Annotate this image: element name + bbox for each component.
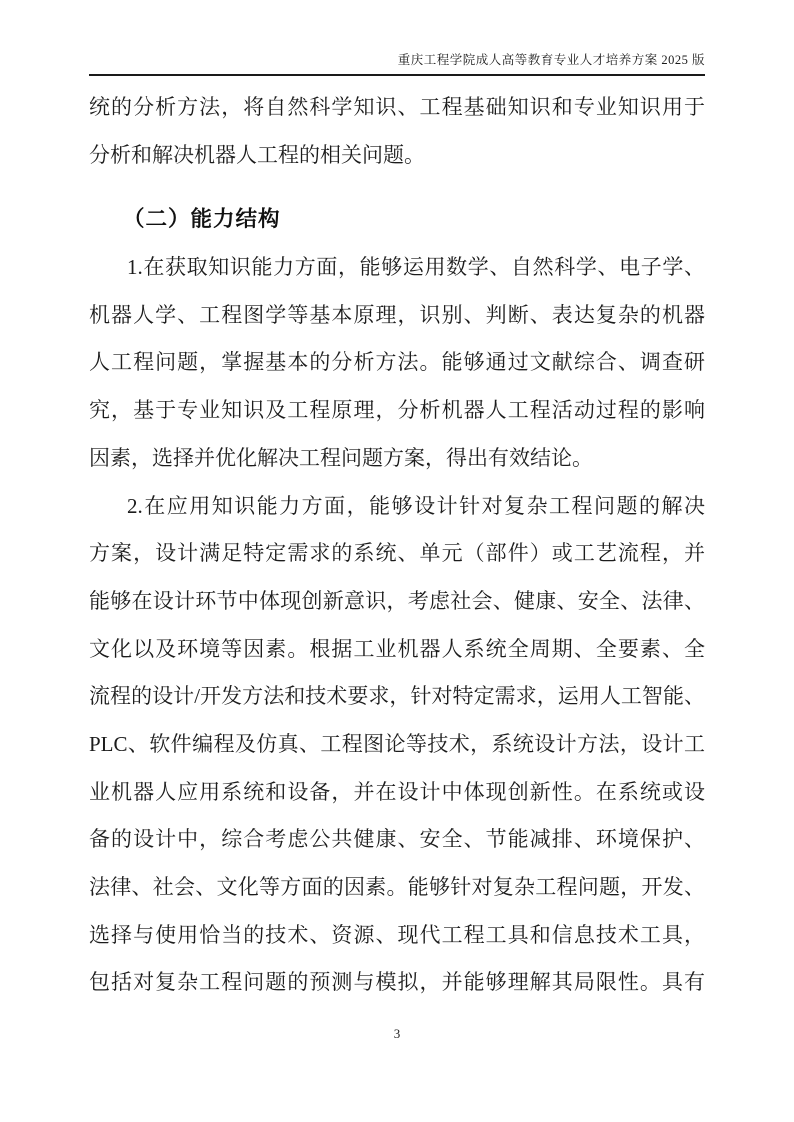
header-title: 重庆工程学院成人高等教育专业人才培养方案 2025 版 [397,53,705,67]
section-heading-ability-structure: （二）能力结构 [123,207,281,232]
document-body [89,84,705,1007]
text-line: 文化以及环境等因素。根据工业机器人系统全周期、全要素、全 [89,636,705,661]
paragraph-intro-continuation [89,84,705,179]
text-line: 选择与使用恰当的技术、资源、现代工程工具和信息技术工具， [89,922,705,947]
text-line: 法律、社会、文化等方面的因素。能够针对复杂工程问题，开发、 [89,875,705,900]
text-line: 1.在获取知识能力方面，能够运用数学、自然科学、电子学、 [127,255,705,280]
text-line: 分析和解决机器人工程的相关问题。 [89,142,425,167]
text-line: 流程的设计/开发方法和技术要求，针对特定需求，运用人工智能、 [89,684,705,709]
page-header [89,52,705,76]
text-line: 2.在应用知识能力方面，能够设计针对复杂工程问题的解决 [127,493,705,518]
text-line: 方案，设计满足特定需求的系统、单元（部件）或工艺流程，并 [89,541,705,566]
text-line: 因素，选择并优化解决工程问题方案，得出有效结论。 [89,445,593,470]
text-line: 能够在设计环节中体现创新意识，考虑社会、健康、安全、法律、 [89,588,705,613]
text-line: 统的分析方法，将自然科学知识、工程基础知识和专业知识用于 [89,95,705,119]
paragraph-knowledge-application [89,483,705,1008]
text-line: 机器人学、工程图学等基本原理，识别、判断、表达复杂的机器 [89,302,705,327]
text-line: PLC、软件编程及仿真、工程图论等技术，系统设计方法，设计工 [89,731,705,756]
text-line: 备的设计中，综合考虑公共健康、安全、节能减排、环境保护、 [89,827,705,852]
text-line: 包括对复杂工程问题的预测与模拟，并能够理解其局限性。具有 [89,970,705,995]
paragraph-knowledge-acquisition [89,244,705,482]
text-line: 究，基于专业知识及工程原理，分析机器人工程活动过程的影响 [89,398,705,423]
page-number: 3 [393,1026,401,1041]
text-line: 业机器人应用系统和设备，并在设计中体现创新性。在系统或设 [89,779,705,804]
text-line: 人工程问题，掌握基本的分析方法。能够通过文献综合、调查研 [89,350,705,375]
